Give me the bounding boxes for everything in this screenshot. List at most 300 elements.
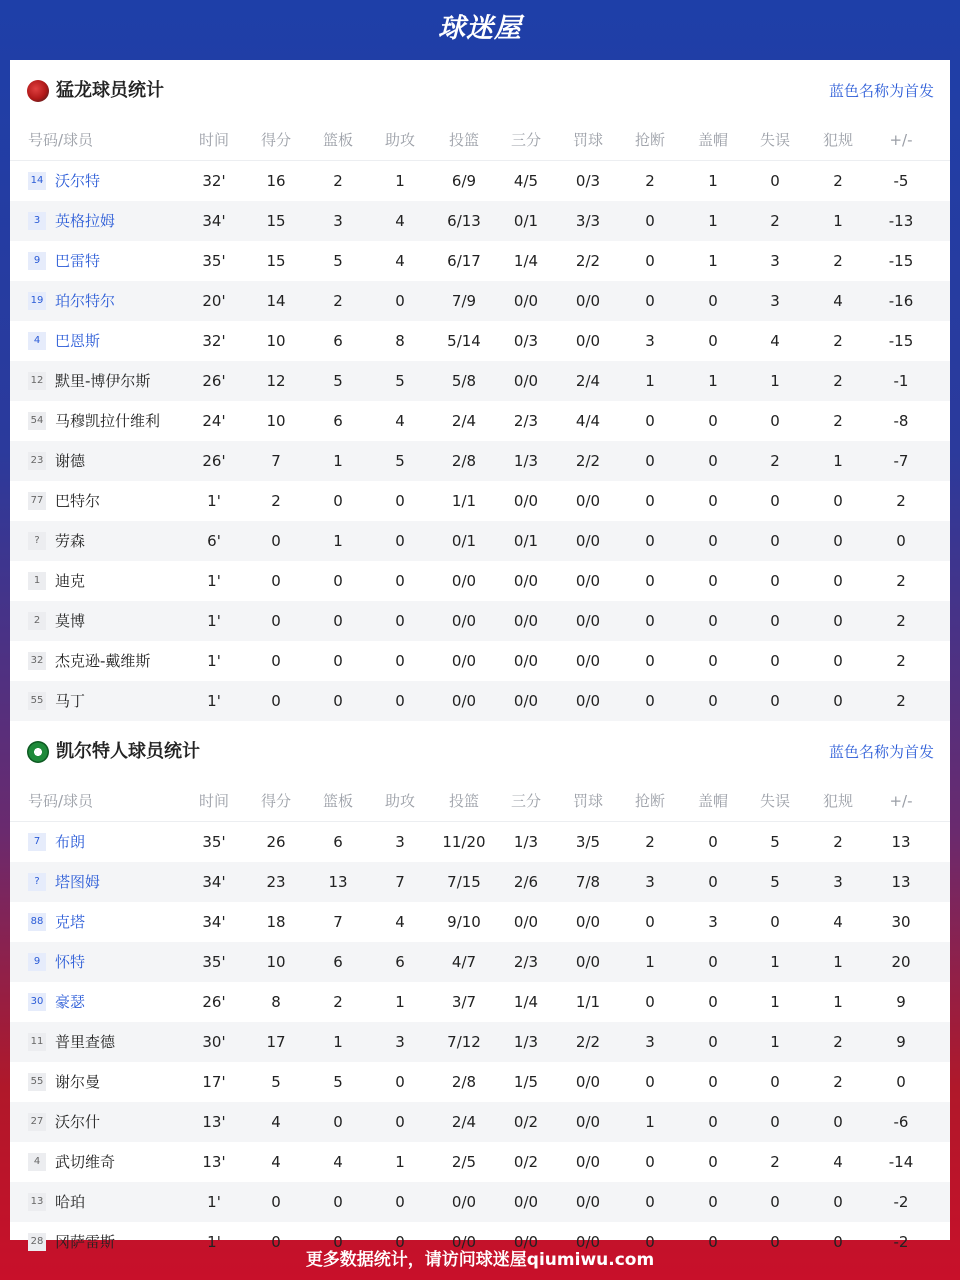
stat-three-pointers: 2/3 bbox=[513, 953, 539, 971]
column-header: 犯规 bbox=[822, 131, 853, 149]
player-name[interactable]: 劳森 bbox=[55, 532, 86, 550]
stat-field-goals: 0/0 bbox=[451, 612, 477, 630]
stat-field-goals: 2/8 bbox=[451, 1073, 477, 1091]
stat-assists: 4 bbox=[395, 212, 405, 230]
stat-plus-minus: -2 bbox=[893, 1193, 909, 1211]
stat-steals: 0 bbox=[645, 913, 655, 931]
stat-field-goals: 0/0 bbox=[451, 1193, 477, 1211]
stat-points: 15 bbox=[266, 252, 286, 270]
stat-points: 2 bbox=[271, 492, 281, 510]
stat-rebounds: 0 bbox=[333, 1193, 343, 1211]
stat-blocks: 0 bbox=[708, 612, 718, 630]
stat-free-throws: 2/2 bbox=[575, 252, 601, 270]
stat-three-pointers: 1/4 bbox=[513, 993, 539, 1011]
jersey-number-badge: 9 bbox=[28, 252, 46, 270]
player-name[interactable]: 冈萨雷斯 bbox=[55, 1233, 116, 1251]
stat-rebounds: 1 bbox=[333, 532, 343, 550]
player-name[interactable]: 迪克 bbox=[55, 572, 86, 590]
stat-points: 7 bbox=[271, 452, 281, 470]
stat-blocks: 0 bbox=[708, 953, 718, 971]
stat-blocks: 0 bbox=[708, 452, 718, 470]
stat-assists: 1 bbox=[395, 993, 405, 1011]
stat-minutes: 6' bbox=[207, 532, 221, 550]
stat-assists: 0 bbox=[395, 1233, 405, 1251]
player-name[interactable]: 沃尔特 bbox=[55, 172, 101, 190]
stat-plus-minus: -6 bbox=[893, 1113, 909, 1131]
stat-rebounds: 6 bbox=[333, 412, 343, 430]
stat-steals: 0 bbox=[645, 252, 655, 270]
stat-assists: 0 bbox=[395, 692, 405, 710]
stat-turnovers: 0 bbox=[770, 1233, 780, 1251]
stat-free-throws: 0/0 bbox=[575, 913, 601, 931]
player-name[interactable]: 谢尔曼 bbox=[55, 1073, 101, 1091]
stat-steals: 3 bbox=[645, 873, 655, 891]
stat-turnovers: 0 bbox=[770, 572, 780, 590]
stat-fouls: 1 bbox=[833, 452, 843, 470]
stat-plus-minus: 2 bbox=[896, 652, 906, 670]
player-row[interactable] bbox=[10, 201, 950, 241]
stat-rebounds: 0 bbox=[333, 692, 343, 710]
player-name[interactable]: 普里查德 bbox=[55, 1033, 116, 1051]
stat-blocks: 1 bbox=[708, 172, 718, 190]
stat-fouls: 2 bbox=[833, 833, 843, 851]
player-row[interactable] bbox=[10, 1062, 950, 1102]
jersey-number-badge: 14 bbox=[28, 172, 46, 190]
player-row[interactable] bbox=[10, 641, 950, 681]
stat-assists: 0 bbox=[395, 652, 405, 670]
stat-turnovers: 2 bbox=[770, 212, 780, 230]
stat-rebounds: 2 bbox=[333, 993, 343, 1011]
stat-minutes: 26' bbox=[202, 372, 226, 390]
stat-steals: 0 bbox=[645, 993, 655, 1011]
player-name[interactable]: 布朗 bbox=[55, 833, 86, 851]
stat-three-pointers: 0/0 bbox=[513, 572, 539, 590]
stat-points: 5 bbox=[271, 1073, 281, 1091]
stat-rebounds: 6 bbox=[333, 953, 343, 971]
jersey-number-badge: 88 bbox=[28, 913, 46, 931]
stat-minutes: 1' bbox=[207, 1193, 221, 1211]
stat-assists: 5 bbox=[395, 452, 405, 470]
stat-blocks: 0 bbox=[708, 492, 718, 510]
stat-plus-minus: -2 bbox=[893, 1233, 909, 1251]
jersey-number-badge: ? bbox=[28, 532, 46, 550]
stat-turnovers: 5 bbox=[770, 833, 780, 851]
stat-minutes: 34' bbox=[202, 212, 226, 230]
stat-free-throws: 0/0 bbox=[575, 612, 601, 630]
stat-minutes: 13' bbox=[202, 1113, 226, 1131]
player-row[interactable] bbox=[10, 401, 950, 441]
stat-turnovers: 0 bbox=[770, 1113, 780, 1131]
column-header: +/- bbox=[889, 131, 913, 149]
stat-plus-minus: -5 bbox=[893, 172, 909, 190]
player-name[interactable]: 沃尔什 bbox=[55, 1113, 101, 1131]
stat-free-throws: 0/0 bbox=[575, 1073, 601, 1091]
stat-assists: 8 bbox=[395, 332, 405, 350]
stat-rebounds: 6 bbox=[333, 332, 343, 350]
stat-rebounds: 1 bbox=[333, 452, 343, 470]
jersey-number-badge: 27 bbox=[28, 1113, 46, 1131]
player-row[interactable] bbox=[10, 161, 950, 201]
player-row[interactable] bbox=[10, 441, 950, 481]
stat-fouls: 2 bbox=[833, 172, 843, 190]
stat-assists: 4 bbox=[395, 913, 405, 931]
player-row[interactable] bbox=[10, 902, 950, 942]
column-header: 三分 bbox=[510, 131, 541, 149]
stat-rebounds: 13 bbox=[328, 873, 348, 891]
stat-blocks: 0 bbox=[708, 1073, 718, 1091]
stat-field-goals: 2/4 bbox=[451, 1113, 477, 1131]
player-row[interactable] bbox=[10, 361, 950, 401]
stat-turnovers: 0 bbox=[770, 652, 780, 670]
stat-blocks: 0 bbox=[708, 873, 718, 891]
stat-fouls: 2 bbox=[833, 252, 843, 270]
player-name[interactable]: 马丁 bbox=[55, 692, 86, 710]
column-header: 盖帽 bbox=[697, 792, 728, 810]
stat-assists: 0 bbox=[395, 532, 405, 550]
stat-rebounds: 0 bbox=[333, 492, 343, 510]
stat-free-throws: 0/0 bbox=[575, 652, 601, 670]
team-section-header bbox=[10, 60, 950, 120]
player-name[interactable]: 巴雷特 bbox=[55, 252, 101, 270]
footer-link[interactable]: 更多数据统计，请访问球迷屋qiumiwu.com bbox=[305, 1250, 655, 1270]
stat-field-goals: 5/8 bbox=[451, 372, 477, 390]
stat-blocks: 0 bbox=[708, 292, 718, 310]
player-name[interactable]: 莫博 bbox=[55, 612, 86, 630]
stat-steals: 0 bbox=[645, 292, 655, 310]
stat-field-goals: 0/0 bbox=[451, 1233, 477, 1251]
stat-field-goals: 7/12 bbox=[447, 1033, 481, 1051]
player-row[interactable] bbox=[10, 601, 950, 641]
starter-legend-note: 蓝色名称为首发 bbox=[828, 82, 934, 100]
player-row[interactable] bbox=[10, 1022, 950, 1062]
jersey-number-badge: 1 bbox=[28, 572, 46, 590]
stat-free-throws: 7/8 bbox=[575, 873, 601, 891]
stat-steals: 0 bbox=[645, 492, 655, 510]
player-name[interactable]: 杰克逊-戴维斯 bbox=[55, 652, 151, 670]
stat-free-throws: 0/0 bbox=[575, 692, 601, 710]
stat-free-throws: 1/1 bbox=[575, 993, 601, 1011]
stat-points: 14 bbox=[266, 292, 286, 310]
site-logo: 球迷屋 bbox=[438, 13, 522, 44]
player-row[interactable] bbox=[10, 942, 950, 982]
jersey-number-badge: 30 bbox=[28, 993, 46, 1011]
stat-minutes: 1' bbox=[207, 572, 221, 590]
column-header: 抢断 bbox=[634, 131, 665, 149]
jersey-number-badge: 11 bbox=[28, 1033, 46, 1051]
stat-blocks: 0 bbox=[708, 1113, 718, 1131]
player-row[interactable] bbox=[10, 822, 950, 862]
stat-three-pointers: 0/0 bbox=[513, 692, 539, 710]
stat-field-goals: 2/8 bbox=[451, 452, 477, 470]
stat-plus-minus: -14 bbox=[888, 1153, 914, 1171]
player-row[interactable] bbox=[10, 561, 950, 601]
stat-points: 0 bbox=[271, 1233, 281, 1251]
stat-three-pointers: 0/1 bbox=[513, 532, 539, 550]
stat-field-goals: 5/14 bbox=[447, 332, 481, 350]
stat-plus-minus: 13 bbox=[891, 873, 911, 891]
stat-points: 18 bbox=[266, 913, 286, 931]
column-header: 篮板 bbox=[322, 792, 353, 810]
jersey-number-badge: 23 bbox=[28, 452, 46, 470]
stat-minutes: 32' bbox=[202, 332, 226, 350]
stat-steals: 1 bbox=[645, 372, 655, 390]
stat-field-goals: 2/4 bbox=[451, 412, 477, 430]
player-name[interactable]: 豪瑟 bbox=[55, 993, 86, 1011]
stat-turnovers: 0 bbox=[770, 1193, 780, 1211]
stat-plus-minus: 9 bbox=[896, 1033, 906, 1051]
stat-plus-minus: 2 bbox=[896, 492, 906, 510]
player-name[interactable]: 克塔 bbox=[55, 913, 86, 931]
player-name[interactable]: 巴恩斯 bbox=[55, 332, 101, 350]
stat-free-throws: 0/0 bbox=[575, 1153, 601, 1171]
stat-fouls: 1 bbox=[833, 953, 843, 971]
player-row[interactable] bbox=[10, 982, 950, 1022]
jersey-number-badge: 55 bbox=[28, 1073, 46, 1091]
stat-fouls: 4 bbox=[833, 913, 843, 931]
stat-field-goals: 2/5 bbox=[451, 1153, 477, 1171]
stat-assists: 0 bbox=[395, 572, 405, 590]
stat-fouls: 2 bbox=[833, 1033, 843, 1051]
stat-blocks: 0 bbox=[708, 652, 718, 670]
stat-turnovers: 5 bbox=[770, 873, 780, 891]
stat-plus-minus: -1 bbox=[893, 372, 909, 390]
stat-fouls: 0 bbox=[833, 612, 843, 630]
column-header: 三分 bbox=[510, 792, 541, 810]
stat-minutes: 1' bbox=[207, 492, 221, 510]
stat-minutes: 1' bbox=[207, 652, 221, 670]
jersey-number-badge: ? bbox=[28, 873, 46, 891]
stat-turnovers: 0 bbox=[770, 913, 780, 931]
stat-minutes: 34' bbox=[202, 913, 226, 931]
stat-fouls: 4 bbox=[833, 292, 843, 310]
stat-steals: 0 bbox=[645, 652, 655, 670]
stat-plus-minus: 30 bbox=[891, 913, 911, 931]
stat-blocks: 0 bbox=[708, 332, 718, 350]
stat-three-pointers: 1/3 bbox=[513, 452, 539, 470]
jersey-number-badge: 19 bbox=[28, 292, 46, 310]
stat-rebounds: 5 bbox=[333, 372, 343, 390]
column-header: +/- bbox=[889, 792, 913, 810]
table-header-row bbox=[10, 781, 950, 822]
table-header-row bbox=[10, 120, 950, 161]
stat-minutes: 26' bbox=[202, 452, 226, 470]
stat-steals: 0 bbox=[645, 1153, 655, 1171]
player-row[interactable] bbox=[10, 321, 950, 361]
jersey-number-badge: 2 bbox=[28, 612, 46, 630]
player-name[interactable]: 塔图姆 bbox=[55, 873, 101, 891]
player-row[interactable] bbox=[10, 241, 950, 281]
stat-steals: 0 bbox=[645, 572, 655, 590]
stat-turnovers: 0 bbox=[770, 412, 780, 430]
jersey-number-badge: 3 bbox=[28, 212, 46, 230]
stat-minutes: 20' bbox=[202, 292, 226, 310]
player-name[interactable]: 哈珀 bbox=[55, 1193, 86, 1211]
stat-steals: 1 bbox=[645, 1113, 655, 1131]
stat-field-goals: 1/1 bbox=[451, 492, 477, 510]
stat-steals: 0 bbox=[645, 212, 655, 230]
player-name[interactable]: 怀特 bbox=[55, 953, 86, 971]
stat-plus-minus: -13 bbox=[888, 212, 914, 230]
stat-three-pointers: 1/3 bbox=[513, 1033, 539, 1051]
player-name[interactable]: 谢德 bbox=[55, 452, 86, 470]
stat-steals: 2 bbox=[645, 833, 655, 851]
stat-three-pointers: 0/2 bbox=[513, 1113, 539, 1131]
stat-rebounds: 7 bbox=[333, 913, 343, 931]
player-row[interactable] bbox=[10, 1182, 950, 1222]
stat-blocks: 0 bbox=[708, 1033, 718, 1051]
stat-fouls: 2 bbox=[833, 372, 843, 390]
stat-blocks: 0 bbox=[708, 692, 718, 710]
column-header: 得分 bbox=[260, 131, 291, 149]
stat-assists: 7 bbox=[395, 873, 405, 891]
stat-turnovers: 3 bbox=[770, 252, 780, 270]
column-header: 罚球 bbox=[572, 131, 603, 149]
stat-fouls: 0 bbox=[833, 572, 843, 590]
stat-fouls: 1 bbox=[833, 993, 843, 1011]
stat-rebounds: 5 bbox=[333, 252, 343, 270]
player-name[interactable]: 巴特尔 bbox=[55, 492, 101, 510]
stat-three-pointers: 0/0 bbox=[513, 292, 539, 310]
stat-turnovers: 0 bbox=[770, 172, 780, 190]
jersey-number-badge: 28 bbox=[28, 1233, 46, 1251]
stat-fouls: 0 bbox=[833, 532, 843, 550]
grizzlies-logo-icon bbox=[27, 80, 49, 102]
player-name[interactable]: 珀尔特尔 bbox=[55, 292, 116, 310]
stat-fouls: 2 bbox=[833, 332, 843, 350]
player-row[interactable] bbox=[10, 1102, 950, 1142]
stat-free-throws: 0/3 bbox=[575, 172, 601, 190]
stat-assists: 0 bbox=[395, 292, 405, 310]
stat-field-goals: 0/0 bbox=[451, 572, 477, 590]
jersey-number-badge: 54 bbox=[28, 412, 46, 430]
stat-blocks: 1 bbox=[708, 212, 718, 230]
stat-free-throws: 0/0 bbox=[575, 292, 601, 310]
stat-three-pointers: 0/0 bbox=[513, 372, 539, 390]
stat-three-pointers: 0/3 bbox=[513, 332, 539, 350]
player-row[interactable] bbox=[10, 521, 950, 561]
player-name[interactable]: 默里-博伊尔斯 bbox=[55, 372, 151, 390]
stat-plus-minus: 20 bbox=[891, 953, 911, 971]
stat-fouls: 3 bbox=[833, 873, 843, 891]
stat-three-pointers: 0/0 bbox=[513, 612, 539, 630]
stat-fouls: 0 bbox=[833, 692, 843, 710]
column-header: 抢断 bbox=[634, 792, 665, 810]
stat-turnovers: 0 bbox=[770, 1073, 780, 1091]
player-name[interactable]: 武切维奇 bbox=[55, 1153, 116, 1171]
stat-free-throws: 0/0 bbox=[575, 572, 601, 590]
stat-minutes: 26' bbox=[202, 993, 226, 1011]
stat-assists: 0 bbox=[395, 1193, 405, 1211]
stat-rebounds: 2 bbox=[333, 172, 343, 190]
stat-steals: 0 bbox=[645, 532, 655, 550]
stat-three-pointers: 0/0 bbox=[513, 652, 539, 670]
stat-fouls: 0 bbox=[833, 1233, 843, 1251]
stat-steals: 0 bbox=[645, 1073, 655, 1091]
stat-rebounds: 0 bbox=[333, 1113, 343, 1131]
stat-points: 4 bbox=[271, 1113, 281, 1131]
stat-blocks: 0 bbox=[708, 1233, 718, 1251]
stat-plus-minus: 9 bbox=[896, 993, 906, 1011]
stat-free-throws: 0/0 bbox=[575, 492, 601, 510]
stat-steals: 1 bbox=[645, 953, 655, 971]
stat-steals: 2 bbox=[645, 172, 655, 190]
stat-three-pointers: 2/3 bbox=[513, 412, 539, 430]
stat-three-pointers: 1/3 bbox=[513, 833, 539, 851]
stat-assists: 0 bbox=[395, 492, 405, 510]
stat-fouls: 0 bbox=[833, 492, 843, 510]
stat-minutes: 32' bbox=[202, 172, 226, 190]
stat-blocks: 3 bbox=[708, 913, 718, 931]
player-row[interactable] bbox=[10, 862, 950, 902]
stat-turnovers: 2 bbox=[770, 452, 780, 470]
stat-assists: 4 bbox=[395, 252, 405, 270]
stat-three-pointers: 0/2 bbox=[513, 1153, 539, 1171]
stat-points: 8 bbox=[271, 993, 281, 1011]
player-name[interactable]: 英格拉姆 bbox=[55, 212, 116, 230]
stat-fouls: 4 bbox=[833, 1153, 843, 1171]
stat-turnovers: 2 bbox=[770, 1153, 780, 1171]
player-row[interactable] bbox=[10, 281, 950, 321]
jersey-number-badge: 55 bbox=[28, 692, 46, 710]
player-row[interactable] bbox=[10, 681, 950, 721]
team-section-title: 凯尔特人球员统计 bbox=[56, 741, 200, 762]
stat-field-goals: 4/7 bbox=[451, 953, 477, 971]
stat-steals: 0 bbox=[645, 1193, 655, 1211]
stat-points: 10 bbox=[266, 953, 286, 971]
stat-field-goals: 0/1 bbox=[451, 532, 477, 550]
stat-fouls: 2 bbox=[833, 1073, 843, 1091]
stat-turnovers: 4 bbox=[770, 332, 780, 350]
stat-field-goals: 6/17 bbox=[447, 252, 481, 270]
stat-three-pointers: 1/5 bbox=[513, 1073, 539, 1091]
stat-field-goals: 11/20 bbox=[442, 833, 486, 851]
stat-rebounds: 1 bbox=[333, 1033, 343, 1051]
stat-rebounds: 0 bbox=[333, 1233, 343, 1251]
stat-free-throws: 0/0 bbox=[575, 953, 601, 971]
stat-points: 16 bbox=[266, 172, 286, 190]
stat-assists: 0 bbox=[395, 1113, 405, 1131]
stat-blocks: 0 bbox=[708, 1153, 718, 1171]
stat-blocks: 0 bbox=[708, 833, 718, 851]
stat-free-throws: 2/2 bbox=[575, 452, 601, 470]
stat-free-throws: 2/4 bbox=[575, 372, 601, 390]
player-row[interactable] bbox=[10, 1142, 950, 1182]
player-row[interactable] bbox=[10, 481, 950, 521]
stat-minutes: 1' bbox=[207, 1233, 221, 1251]
team-section-title: 猛龙球员统计 bbox=[56, 80, 164, 101]
stat-turnovers: 1 bbox=[770, 372, 780, 390]
player-name[interactable]: 马穆凯拉什维利 bbox=[55, 412, 161, 430]
stat-assists: 5 bbox=[395, 372, 405, 390]
stat-assists: 4 bbox=[395, 412, 405, 430]
stat-points: 17 bbox=[266, 1033, 286, 1051]
column-header: 失误 bbox=[759, 792, 790, 810]
stat-fouls: 0 bbox=[833, 1193, 843, 1211]
column-header: 号码/球员 bbox=[28, 131, 94, 149]
stat-minutes: 34' bbox=[202, 873, 226, 891]
stat-points: 4 bbox=[271, 1153, 281, 1171]
stat-three-pointers: 0/1 bbox=[513, 212, 539, 230]
stat-free-throws: 0/0 bbox=[575, 1193, 601, 1211]
team-section-header bbox=[10, 721, 950, 781]
stat-free-throws: 0/0 bbox=[575, 532, 601, 550]
stat-field-goals: 7/9 bbox=[451, 292, 477, 310]
stat-plus-minus: -7 bbox=[893, 452, 909, 470]
column-header: 罚球 bbox=[572, 792, 603, 810]
stat-turnovers: 1 bbox=[770, 993, 780, 1011]
stat-points: 0 bbox=[271, 1193, 281, 1211]
stat-blocks: 0 bbox=[708, 532, 718, 550]
